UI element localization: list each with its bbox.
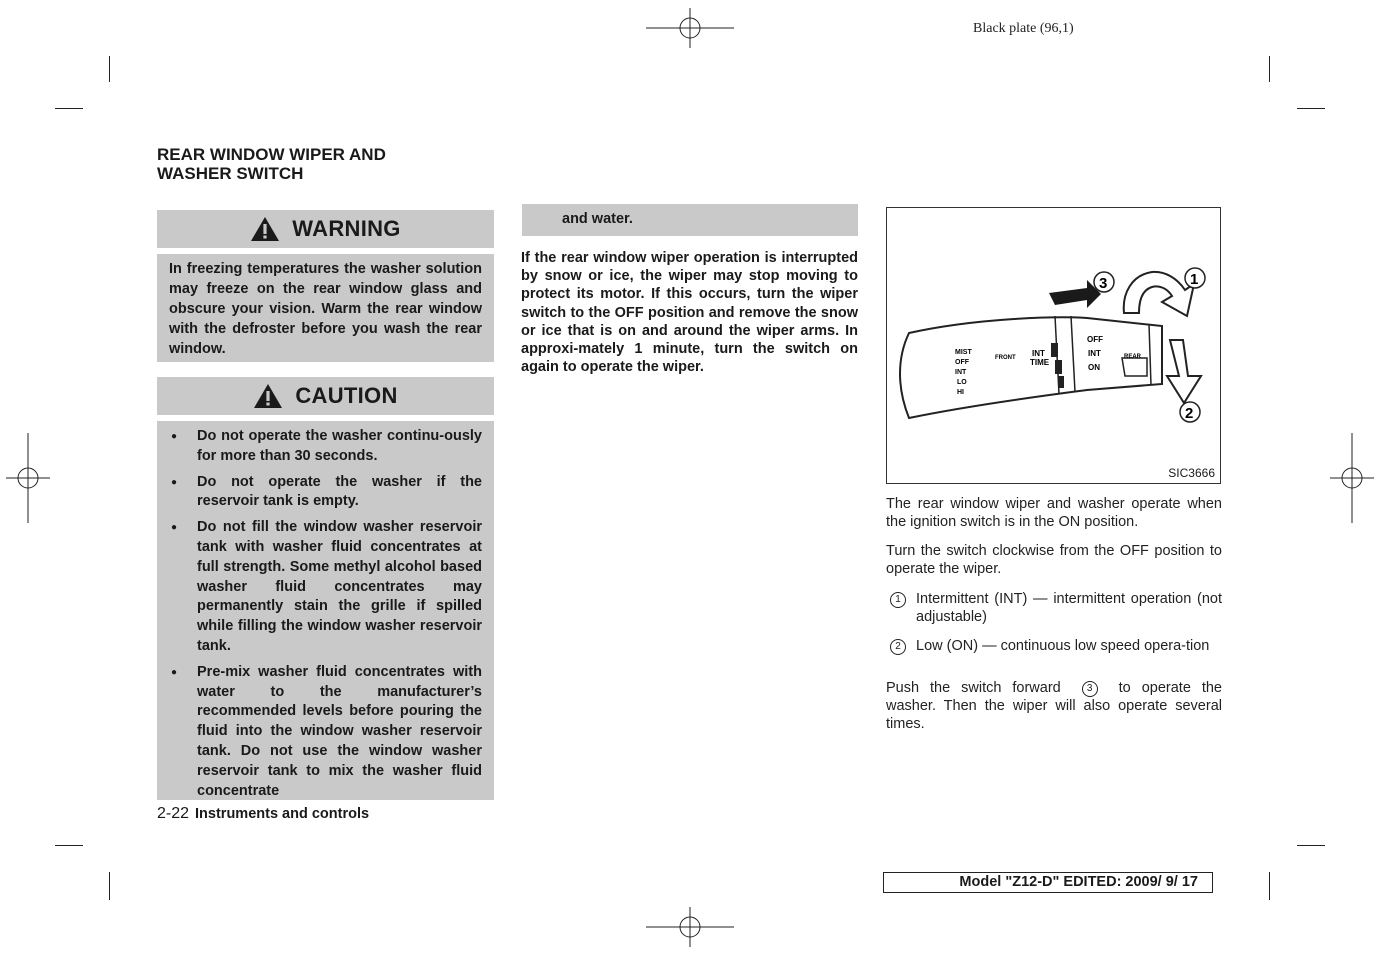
warning-label: WARNING: [292, 216, 401, 241]
washer-paragraph: [886, 679, 1222, 733]
registration-mark-right: [1330, 433, 1374, 523]
label-off-rear: OFF: [1087, 335, 1103, 344]
washer-text-after: to operate the washer. Then the wiper will also operate several times.: [886, 680, 1222, 732]
clockwise-paragraph: Turn the switch clockwise from the OFF position to operate the wiper.: [886, 543, 1222, 577]
wiper-switch-figure: [886, 207, 1221, 484]
caution-item: ● Do not operate the washer continu-ously for more than 30 seconds.: [169, 427, 482, 467]
label-off: OFF: [955, 359, 969, 366]
caution-continued: [522, 204, 858, 236]
label-int-time-2: TIME: [1030, 358, 1050, 367]
warning-text: In freezing temperatures the washer solution may freeze on the rear window glass and obscure your vision. Warm the rear window with the defroster before you wash the rear window.: [169, 261, 482, 357]
caution-list: [157, 421, 494, 800]
list-item-low: [886, 637, 1222, 655]
label-mist: MIST: [955, 349, 972, 356]
warning-triangle-icon: [250, 216, 280, 242]
label-lo: LO: [957, 379, 967, 386]
wiper-stalk-illustration: [887, 208, 1220, 483]
caution-triangle-icon: [253, 383, 283, 409]
list-item-intermittent: [886, 590, 1222, 626]
caution-header: [157, 377, 494, 415]
warning-header: [157, 210, 494, 248]
label-int-time-1: INT: [1032, 349, 1045, 358]
caution-label: CAUTION: [295, 383, 398, 408]
list-item-text: Intermittent (INT) — intermittent operation (not adjustable): [916, 591, 1222, 625]
number-3-icon: 3: [1082, 681, 1098, 697]
operation-paragraph: The rear window wiper and washer operate when the ignition switch is in the ON position.: [886, 496, 1222, 530]
model-edited-box: Model "Z12-D" EDITED: 2009/ 9/ 17: [883, 872, 1213, 893]
callout-1: 1: [1190, 271, 1199, 288]
washer-text-before: Push the switch forward: [886, 680, 1061, 696]
callout-3: 3: [1099, 275, 1108, 292]
label-int-rear: INT: [1088, 349, 1101, 358]
page-number: 2-22: [157, 805, 190, 822]
label-hi: HI: [957, 389, 964, 396]
registration-mark-top: [644, 6, 736, 48]
label-on-rear: ON: [1088, 363, 1100, 372]
label-int: INT: [955, 369, 967, 376]
section-title: [157, 145, 497, 183]
warning-body: [157, 254, 494, 362]
section-name: Instruments and controls: [195, 806, 370, 822]
section-title-line-2: WASHER SWITCH: [157, 164, 304, 183]
callout-2: 2: [1185, 405, 1194, 422]
plate-label: Black plate (96,1): [973, 21, 1074, 36]
registration-mark-bottom: [644, 907, 736, 949]
caution-body: [157, 421, 494, 800]
label-rear: REAR: [1124, 354, 1142, 360]
section-title-line-1: REAR WINDOW WIPER AND: [157, 145, 386, 164]
number-1-icon: 1: [890, 592, 906, 608]
snow-ice-paragraph: If the rear window wiper operation is interrupted by snow or ice, the wiper may stop moving to protect its motor. If this occurs, turn the wiper switch to the OFF position and remove the snow or ice that is on and around the wiper arms. In approxi-mately 1 minute, turn the switch on again to operate the wiper.: [521, 250, 858, 376]
label-front: FRONT: [995, 355, 1016, 361]
figure-caption: SIC3666: [1168, 466, 1215, 480]
caution-item: ● Do not operate the washer if the reservoir tank is empty.: [169, 473, 482, 513]
caution-item: ● Do not fill the window washer reservoir tank with washer fluid concentrates at full strength. Some methyl alcohol based washer fluid concentrates may permanently stain the grille if spilled while filling the window washer reservoir tank.: [169, 518, 482, 657]
number-2-icon: 2: [890, 639, 906, 655]
page-footer: [157, 805, 369, 823]
caution-item: ● Pre-mix washer fluid concentrates with water to the manufacturer’s recommended levels before pouring the fluid into the window washer reservoir tank. Do not use the window washer reservoir tank to mix the washer fluid concentrate: [169, 663, 482, 800]
caution-continued-text: and water.: [562, 211, 633, 227]
list-item-text: Low (ON) — continuous low speed opera-tion: [916, 638, 1210, 654]
registration-mark-left: [6, 433, 50, 523]
